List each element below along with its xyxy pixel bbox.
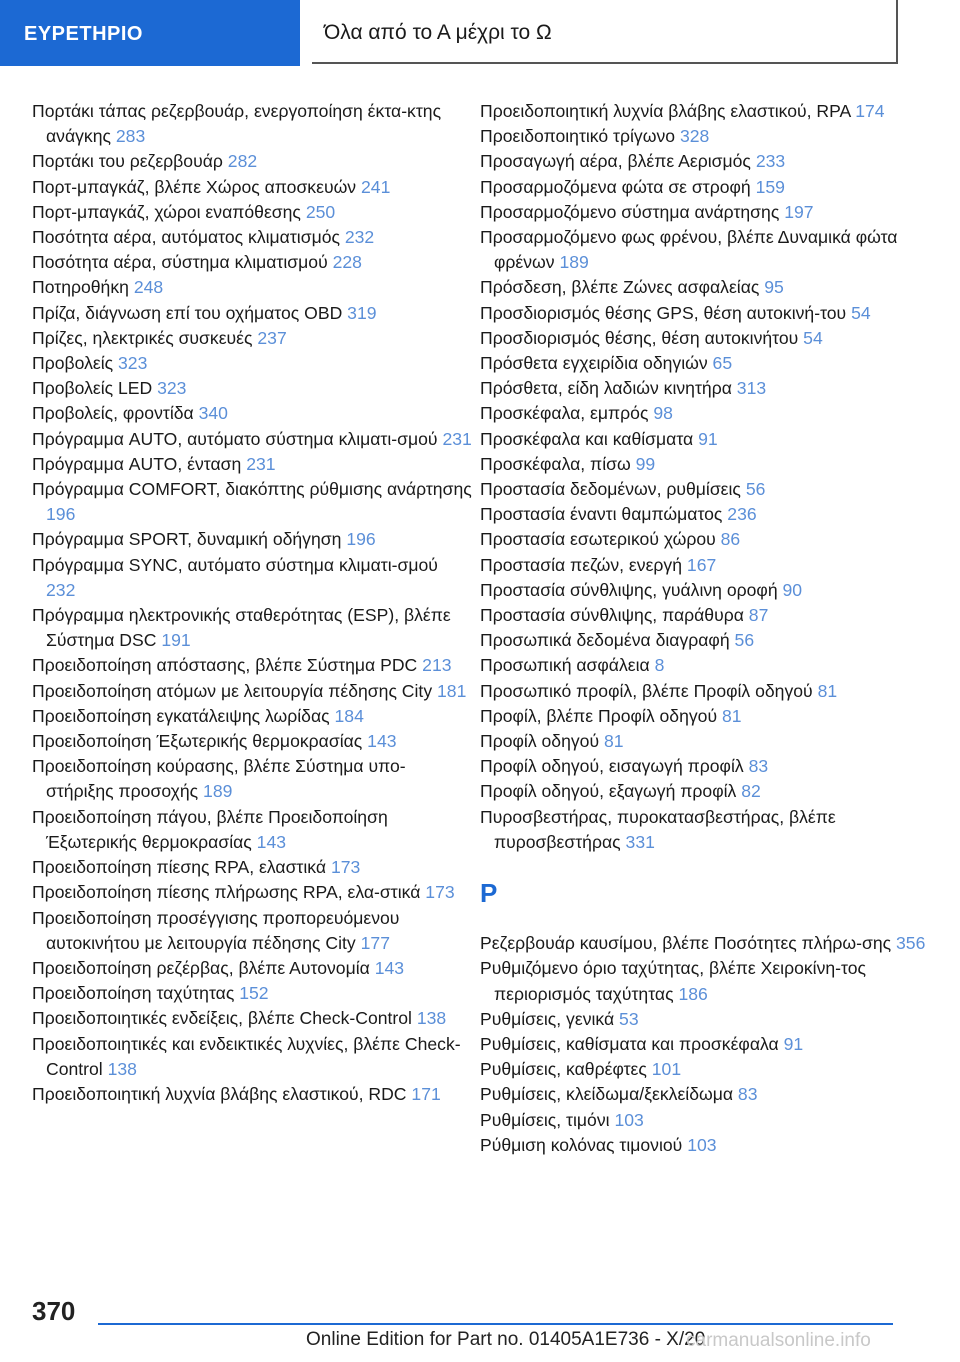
index-entry: [480, 175, 930, 200]
page-link[interactable]: 236: [727, 504, 757, 525]
index-entry: [32, 880, 472, 905]
index-entry: [32, 401, 472, 426]
index-entry: [480, 1133, 930, 1158]
index-entry-text: Πρίζες, ηλεκτρικές συσκευές: [32, 327, 253, 348]
index-entry-text: Προειδοποιητικές και ενδεικτικές λυχνίες, βλέπε Check-Control: [32, 1033, 461, 1079]
page-link[interactable]: 186: [678, 983, 708, 1004]
index-entry-text: Πορτάκι του ρεζερβουάρ: [32, 151, 223, 172]
index-entry-text: Ρυθμίσεις, καθρέφτες: [480, 1059, 647, 1080]
page-link[interactable]: 8: [654, 655, 665, 676]
page-link[interactable]: 159: [755, 176, 785, 197]
index-entry: [480, 1057, 930, 1082]
index-entry: [32, 99, 472, 149]
index-entry: [32, 1082, 472, 1107]
index-entry: [480, 527, 930, 552]
index-entry: [480, 200, 930, 225]
index-entry-text: Προσκέφαλα και καθίσματα: [480, 428, 694, 449]
index-entry: [32, 679, 472, 704]
page-link[interactable]: 173: [330, 857, 361, 878]
index-entry: [480, 931, 930, 956]
page-link[interactable]: 138: [107, 1058, 137, 1079]
index-entry: [480, 956, 930, 1006]
index-entry-text: Ρυθμιζόμενο όριο ταχύτητας, βλέπε Χειροκίνη-τος περιορισμός ταχύτητας: [480, 958, 866, 1004]
page-link[interactable]: 181: [437, 680, 467, 701]
index-entry-text: Ρυθμίσεις, καθίσματα και προσκέφαλα: [480, 1033, 779, 1054]
index-entry: [480, 704, 930, 729]
page-link[interactable]: 54: [803, 327, 823, 348]
index-entry: [32, 956, 472, 981]
index-entry-text: Προσαρμοζόμενο φως φρένου, βλέπε Δυναμικά φώτα φρένων: [480, 227, 898, 273]
index-entry: [480, 553, 930, 578]
index-entry: [480, 754, 930, 779]
page-link[interactable]: 56: [734, 630, 755, 651]
index-entry: [480, 326, 930, 351]
index-entry: [480, 502, 930, 527]
index-entry-text: Προειδοποίηση πάγου, βλέπε Προειδοποίηση Έξωτερικής θερμοκρασίας: [32, 806, 388, 852]
page-link[interactable]: 54: [851, 302, 871, 323]
index-entry: [32, 427, 472, 452]
index-entry: [480, 1108, 930, 1133]
page-link[interactable]: 248: [133, 277, 164, 298]
page-link[interactable]: 83: [748, 756, 769, 777]
index-entry-text: Προσαρμοζόμενο σύστημα ανάρτησης: [480, 201, 780, 222]
index-entry: [32, 704, 472, 729]
page-link[interactable]: 81: [603, 731, 624, 752]
page-link[interactable]: 283: [115, 126, 146, 147]
index-entry-text: Προσωπικά δεδομένα διαγραφή: [480, 630, 730, 651]
index-entry-text: Ρεζερβουάρ καυσίμου, βλέπε Ποσότητες πλήρω-σης: [480, 933, 892, 954]
index-entry-text: Προειδοποίηση Έξωτερικής θερμοκρασίας: [32, 731, 363, 752]
index-entry: [480, 679, 930, 704]
index-entry-text: Προσαρμοζόμενα φώτα σε στροφή: [480, 176, 751, 197]
index-entry: [32, 477, 472, 527]
page-link[interactable]: 91: [783, 1033, 804, 1054]
index-entry: [480, 275, 930, 300]
index-entry: [480, 729, 930, 754]
index-entry: [32, 1006, 472, 1031]
page-link[interactable]: 241: [361, 176, 391, 197]
index-entry: [480, 779, 930, 804]
page-link[interactable]: 95: [764, 277, 784, 298]
index-entry-text: Προσωπικό προφίλ, βλέπε Προφίλ οδηγού: [480, 680, 813, 701]
page-link[interactable]: 99: [635, 453, 656, 474]
index-entry-text: Προφίλ οδηγού: [480, 731, 600, 752]
index-entry-text: Πρόγραμμα SPORT, δυναμική οδήγηση: [32, 529, 342, 550]
index-entry: [32, 805, 472, 855]
section-letter-rho: Ρ: [480, 878, 498, 909]
page-link[interactable]: 174: [855, 101, 885, 121]
page-link[interactable]: 232: [46, 579, 76, 600]
index-entry-text: Προσκέφαλα, εμπρός: [480, 403, 649, 424]
page-link[interactable]: 101: [651, 1059, 682, 1080]
index-entry-text: Πορτάκι τάπας ρεζερβουάρ, ενεργοποίηση έκτα-κτης ανάγκης: [32, 101, 442, 147]
page-link[interactable]: 103: [687, 1134, 717, 1155]
index-entry-text: Προσαγωγή αέρα, βλέπε Αερισμός: [480, 151, 751, 172]
index-entry: [480, 452, 930, 477]
index-entry: [32, 981, 472, 1006]
index-column-left: [32, 99, 472, 1107]
page-link[interactable]: 340: [198, 403, 228, 424]
index-entry-text: Πρίζα, διάγνωση επί του οχήματος OBD: [32, 302, 343, 323]
index-entry-text: Προειδοποίηση κούρασης, βλέπε Σύστημα υπο-στήριξης προσοχής: [32, 756, 406, 802]
index-entry-text: Ρυθμίσεις, γενικά: [480, 1008, 615, 1029]
index-entry-text: Προσωπική ασφάλεια: [480, 655, 650, 676]
page-link[interactable]: 232: [344, 227, 375, 248]
index-entry-text: Πορτ-μπαγκάζ, βλέπε Χώρος αποσκευών: [32, 176, 357, 197]
page-link[interactable]: 143: [374, 957, 405, 978]
page-link[interactable]: 81: [721, 705, 742, 726]
page-link[interactable]: 191: [161, 630, 191, 651]
index-entry: [32, 906, 472, 956]
page-link[interactable]: 313: [736, 378, 767, 399]
index-entry-text: Προφίλ οδηγού, εισαγωγή προφίλ: [480, 756, 744, 777]
index-entry-text: Ρυθμίσεις, κλείδωμα/ξεκλείδωμα: [480, 1084, 734, 1105]
page-link[interactable]: 83: [737, 1084, 758, 1105]
index-entry-text: Πυροσβεστήρας, πυροκατασβεστήρας, βλέπε πυροσβεστήρας: [480, 806, 836, 852]
index-entry: [480, 1007, 930, 1032]
page-link[interactable]: 81: [817, 680, 838, 701]
index-entry-text: Πρόγραμμα ηλεκτρονικής σταθερότητας (ESP), βλέπε Σύστημα DSC: [32, 605, 451, 651]
page-link[interactable]: 228: [332, 252, 362, 273]
page-link[interactable]: 328: [679, 126, 710, 147]
index-entry-text: Προειδοποίηση απόστασης, βλέπε Σύστημα PDC: [32, 655, 418, 676]
watermark: carmanualsonline.info: [686, 1330, 871, 1351]
index-entry: [480, 1032, 930, 1057]
index-entry-text: Προσδιορισμός θέσης GPS, θέση αυτοκινή-του: [480, 302, 847, 323]
index-entry: [32, 653, 472, 678]
index-entry: [32, 754, 472, 804]
page-link[interactable]: 323: [157, 378, 187, 399]
index-entry-text: Προβολείς, φροντίδα: [32, 403, 194, 424]
index-entry: [480, 149, 930, 174]
index-entry-text: Προειδοποίηση ρεζέρβας, βλέπε Αυτονομία: [32, 957, 370, 978]
index-entry-text: Πρόγραμμα AUTO, αυτόματο σύστημα κλιματι-σμού: [32, 428, 438, 449]
page-link[interactable]: 231: [442, 428, 472, 449]
index-entry: [480, 628, 930, 653]
index-entry: [480, 477, 930, 502]
page-link[interactable]: 233: [755, 151, 786, 172]
page-link[interactable]: 82: [741, 781, 761, 802]
index-entry: [32, 326, 472, 351]
index-entry: [32, 1032, 472, 1082]
page-link[interactable]: 98: [653, 403, 673, 424]
index-entry-text: Προειδοποίηση ταχύτητας: [32, 983, 235, 1004]
page-link[interactable]: 196: [46, 504, 76, 525]
page-link[interactable]: 237: [257, 327, 287, 348]
page-number: 370: [32, 1296, 76, 1326]
page-link[interactable]: 152: [239, 983, 269, 1004]
index-entry: [480, 301, 930, 326]
index-entry: [32, 452, 472, 477]
index-entry-text: Προστασία έναντι θαμπώματος: [480, 504, 723, 525]
index-entry-text: Πρόσθετα εγχειρίδια οδηγιών: [480, 353, 708, 374]
index-entry-text: Πορτ-μπαγκάζ, χώροι εναπόθεσης: [32, 201, 301, 222]
index-entry: [480, 1082, 930, 1107]
page-link[interactable]: 90: [782, 579, 803, 600]
page-link[interactable]: 103: [614, 1109, 644, 1130]
index-entry: [32, 553, 472, 603]
page-link[interactable]: 177: [360, 932, 390, 953]
index-entry-text: Προβολείς LED: [32, 378, 153, 399]
index-entry: [480, 376, 930, 401]
index-entry: [32, 855, 472, 880]
index-entry-text: Πρόγραμμα AUTO, ένταση: [32, 453, 242, 474]
page-header: [0, 0, 960, 70]
index-entry-text: Πρόγραμμα COMFORT, διακόπτης ρύθμισης ανάρτησης: [32, 479, 472, 500]
page-link[interactable]: 167: [686, 554, 717, 575]
page-link[interactable]: 56: [745, 479, 766, 500]
page-link[interactable]: 171: [411, 1083, 441, 1104]
index-entry-text: Προειδοποίηση πίεσης πλήρωσης RPA, ελα-στικά: [32, 882, 421, 903]
index-entry: [480, 653, 930, 678]
page-link[interactable]: 356: [896, 933, 926, 954]
index-entry-text: Προειδοποίηση πίεσης RPA, ελαστικά: [32, 857, 327, 878]
footer-divider: [98, 1323, 893, 1325]
index-entries-pi: [480, 99, 930, 855]
index-entry-text: Προστασία σύνθλιψης, γυάλινη οροφή: [480, 579, 778, 600]
index-column-right: [480, 99, 930, 1158]
page-link[interactable]: 197: [784, 201, 814, 222]
index-entry-text: Προστασία εσωτερικού χώρου: [480, 529, 716, 550]
index-entry-text: Προειδοποιητική λυχνία βλάβης ελαστικού, RPA: [480, 101, 851, 121]
page-link[interactable]: 184: [334, 705, 364, 726]
page-link[interactable]: 86: [720, 529, 741, 550]
index-entry: [32, 149, 472, 174]
index-entry-text: Προστασία πεζών, ενεργή: [480, 554, 683, 575]
page-link[interactable]: 282: [227, 151, 258, 172]
page-link[interactable]: 213: [422, 655, 452, 676]
index-entry-text: Προφίλ, βλέπε Προφίλ οδηγού: [480, 705, 718, 726]
edition-text: Online Edition for Part no. 01405A1E736 - X/20: [306, 1329, 706, 1350]
index-entry: [32, 250, 472, 275]
index-entry-text: Προειδοποιητικές ενδείξεις, βλέπε Check-Control: [32, 1008, 412, 1029]
page-link[interactable]: 189: [559, 252, 589, 273]
index-entry-text: Προστασία σύνθλιψης, παράθυρα: [480, 605, 744, 626]
page-link[interactable]: 143: [256, 831, 287, 852]
index-entry-text: Προφίλ οδηγού, εξαγωγή προφίλ: [480, 781, 737, 802]
page-link[interactable]: 53: [619, 1008, 639, 1029]
index-entry-text: Προσδιορισμός θέσης, θέση αυτοκινήτου: [480, 327, 799, 348]
index-entry: [480, 401, 930, 426]
page-link[interactable]: 323: [118, 353, 148, 374]
index-entry-text: Πρόσδεση, βλέπε Ζώνες ασφαλείας: [480, 277, 760, 298]
index-entry: [480, 603, 930, 628]
page-link[interactable]: 87: [748, 605, 769, 626]
index-tab[interactable]: ΕΥΡΕΤΗΡΙΟ: [0, 0, 300, 66]
index-entry-text: Προστασία δεδομένων, ρυθμίσεις: [480, 479, 741, 500]
index-entry-text: Ποσότητα αέρα, σύστημα κλιματισμού: [32, 252, 328, 273]
page-link[interactable]: 173: [425, 882, 455, 903]
index-entry-text: Προειδοποίηση εγκατάλειψης λωρίδας: [32, 705, 330, 726]
page-link[interactable]: 231: [246, 453, 276, 474]
index-entry-text: Προειδοποίηση ατόμων με λειτουργία πέδησης City: [32, 680, 433, 701]
index-entry: [32, 175, 472, 200]
index-entry: [480, 124, 930, 149]
page-link[interactable]: 319: [347, 302, 377, 323]
index-entry-text: Προσκέφαλα, πίσω: [480, 453, 631, 474]
index-entry-text: Προειδοποίηση προσέγγισης προπορευόμενου αυτοκινήτου με λειτουργία πέδησης City: [32, 907, 400, 953]
page-link[interactable]: 143: [367, 731, 397, 752]
index-entry: [32, 729, 472, 754]
index-entry: [32, 301, 472, 326]
index-entry-text: Ποτηροθήκη: [32, 277, 129, 298]
index-entry-text: Πρόσθετα, είδη λαδιών κινητήρα: [480, 378, 732, 399]
index-entry: [480, 578, 930, 603]
index-entry-text: Ρυθμίσεις, τιμόνι: [480, 1109, 610, 1130]
page-link[interactable]: 65: [712, 353, 733, 374]
page-link[interactable]: 250: [305, 201, 336, 222]
index-entry: [480, 225, 930, 275]
index-entry: [480, 427, 930, 452]
index-entry-text: Προειδοποιητική λυχνία βλάβης ελαστικού, RDC: [32, 1083, 407, 1104]
index-entries-rho: [480, 931, 930, 1158]
index-entry: [32, 200, 472, 225]
index-entry: [32, 351, 472, 376]
page-link[interactable]: 196: [346, 529, 376, 550]
index-entry-text: Πρόγραμμα SYNC, αυτόματο σύστημα κλιματι-σμού: [32, 554, 438, 575]
index-entry: [32, 275, 472, 300]
index-entry-text: Ποσότητα αέρα, αυτόματος κλιματισμός: [32, 227, 340, 248]
index-entry: [32, 603, 472, 653]
page-link[interactable]: 91: [698, 428, 718, 449]
index-entry: [480, 805, 930, 855]
section-title: Όλα από το Α μέχρι το Ω: [312, 0, 898, 64]
index-entry: [32, 376, 472, 401]
index-entry-text: Ρύθμιση κολόνας τιμονιού: [480, 1134, 683, 1155]
page-link[interactable]: 189: [203, 781, 233, 802]
page-link[interactable]: 138: [416, 1008, 447, 1029]
index-entry: [480, 351, 930, 376]
index-entry-text: Προβολείς: [32, 353, 114, 374]
index-entry: [32, 225, 472, 250]
index-entry: [480, 99, 930, 124]
index-entry: [32, 527, 472, 552]
page-link[interactable]: 331: [625, 831, 655, 852]
index-entry-text: Προειδοποιητικό τρίγωνο: [480, 126, 676, 147]
